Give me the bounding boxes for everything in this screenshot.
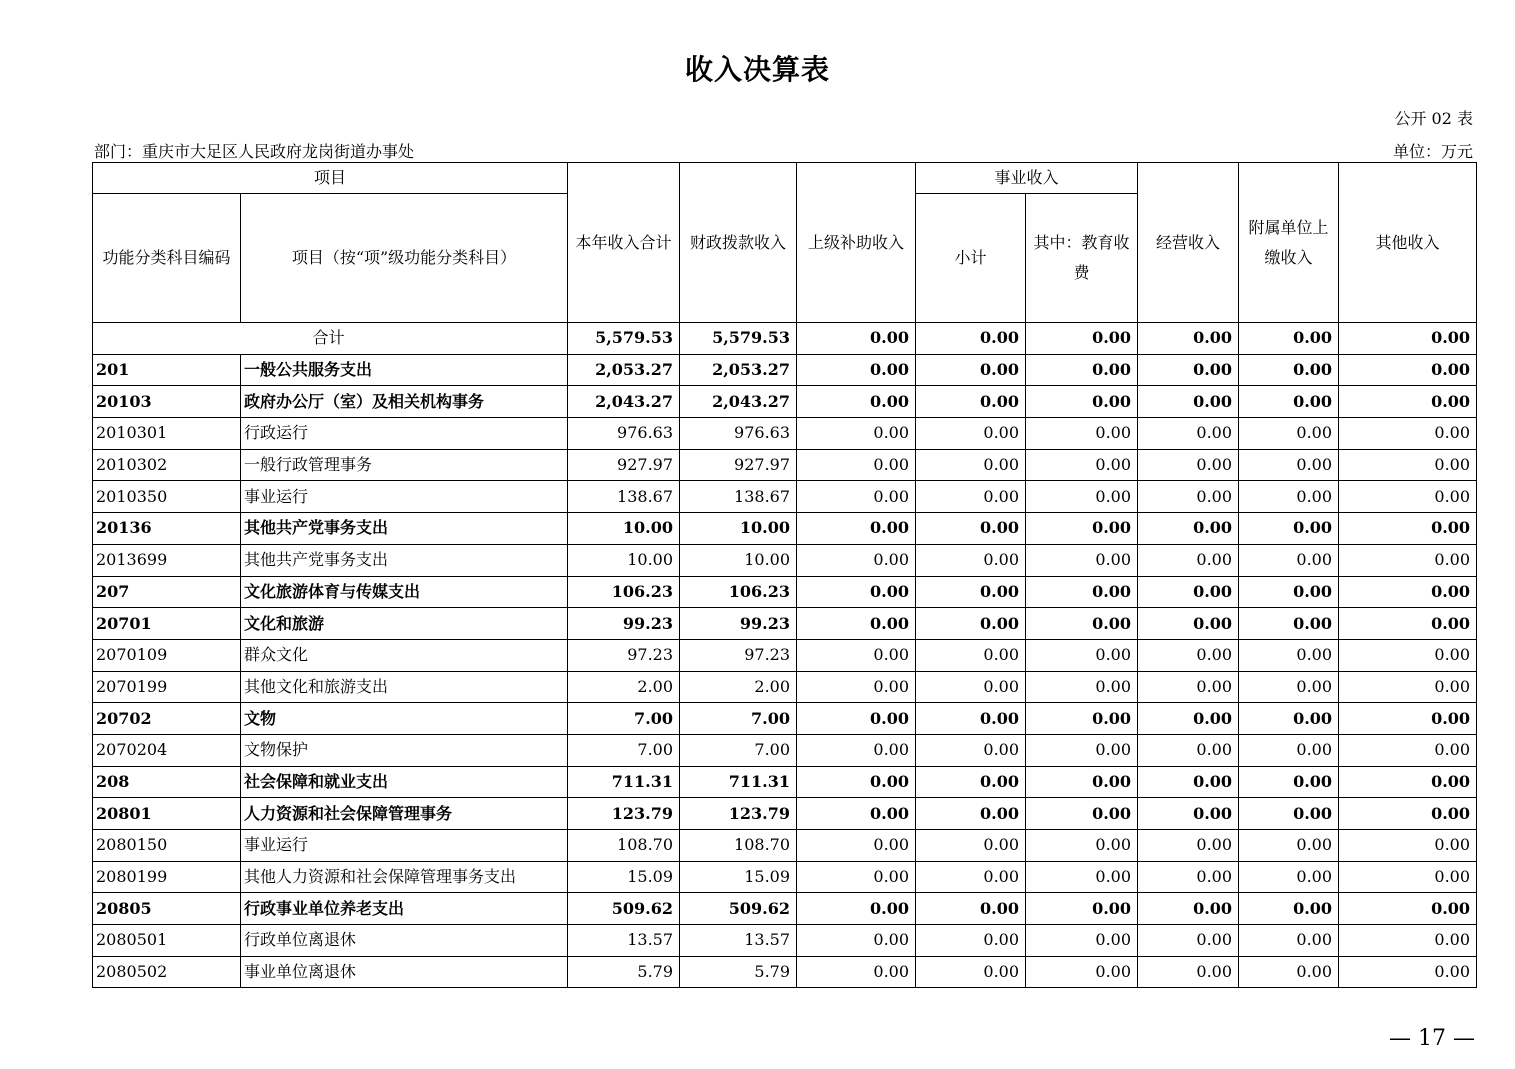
row-value: 0.00: [1339, 925, 1477, 957]
row-code: 20801: [93, 798, 241, 830]
row-value: 0.00: [1339, 893, 1477, 925]
row-name: 事业单位离退休: [241, 956, 568, 988]
row-name: 人力资源和社会保障管理事务: [241, 798, 568, 830]
row-value: 0.00: [1239, 576, 1339, 608]
row-value: 0.00: [1026, 576, 1138, 608]
row-value: 0.00: [916, 734, 1026, 766]
row-value: 976.63: [568, 418, 680, 450]
row-value: 13.57: [568, 925, 680, 957]
row-value: 97.23: [680, 639, 797, 671]
row-value: 0.00: [1138, 798, 1239, 830]
row-value: 97.23: [568, 639, 680, 671]
row-value: 0.00: [1138, 671, 1239, 703]
row-code: 2080150: [93, 830, 241, 862]
row-value: 10.00: [568, 544, 680, 576]
row-value: 0.00: [1239, 925, 1339, 957]
row-code: 207: [93, 576, 241, 608]
table-row: [93, 513, 1477, 545]
total-value: 0.00: [1138, 323, 1239, 355]
row-value: 0.00: [1339, 956, 1477, 988]
table-row: [93, 861, 1477, 893]
row-value: 106.23: [568, 576, 680, 608]
row-value: 0.00: [797, 481, 916, 513]
row-value: 0.00: [797, 830, 916, 862]
row-value: 99.23: [680, 608, 797, 640]
header-business-group: 事业收入: [916, 163, 1138, 194]
row-value: 0.00: [1026, 703, 1138, 735]
row-value: 927.97: [568, 449, 680, 481]
row-value: 0.00: [1239, 449, 1339, 481]
row-value: 99.23: [568, 608, 680, 640]
row-value: 0.00: [1138, 576, 1239, 608]
row-value: 509.62: [680, 893, 797, 925]
row-value: 0.00: [1339, 639, 1477, 671]
row-value: 5.79: [680, 956, 797, 988]
row-name: 行政单位离退休: [241, 925, 568, 957]
row-value: 0.00: [1339, 861, 1477, 893]
row-value: 0.00: [797, 893, 916, 925]
row-value: 0.00: [1026, 830, 1138, 862]
row-value: 7.00: [568, 703, 680, 735]
total-value: 0.00: [1026, 323, 1138, 355]
row-value: 2.00: [680, 671, 797, 703]
row-value: 0.00: [1339, 830, 1477, 862]
row-value: 0.00: [797, 608, 916, 640]
income-table: [92, 162, 1477, 988]
total-value: 5,579.53: [568, 323, 680, 355]
table-row: [93, 671, 1477, 703]
row-value: 0.00: [1026, 956, 1138, 988]
row-value: 0.00: [1239, 481, 1339, 513]
row-value: 0.00: [1138, 639, 1239, 671]
row-code: 2010350: [93, 481, 241, 513]
row-value: 15.09: [680, 861, 797, 893]
row-value: 0.00: [1138, 354, 1239, 386]
total-row: [93, 323, 1477, 355]
header-project-group: 项目: [93, 163, 568, 194]
row-value: 0.00: [1339, 671, 1477, 703]
row-value: 0.00: [1138, 703, 1239, 735]
row-value: 509.62: [568, 893, 680, 925]
row-name: 群众文化: [241, 639, 568, 671]
row-value: 927.97: [680, 449, 797, 481]
row-value: 0.00: [1339, 354, 1477, 386]
row-name: 文化旅游体育与传媒支出: [241, 576, 568, 608]
row-value: 0.00: [1138, 513, 1239, 545]
department-label: 部门：重庆市大足区人民政府龙岗街道办事处: [94, 142, 415, 161]
row-value: 0.00: [916, 671, 1026, 703]
header-total: 本年收入合计: [568, 163, 680, 323]
row-code: 2070109: [93, 639, 241, 671]
row-name: 行政事业单位养老支出: [241, 893, 568, 925]
row-value: 0.00: [1239, 798, 1339, 830]
row-value: 0.00: [1239, 734, 1339, 766]
row-value: 13.57: [680, 925, 797, 957]
row-value: 0.00: [916, 513, 1026, 545]
row-value: 0.00: [1026, 671, 1138, 703]
row-value: 0.00: [1239, 893, 1339, 925]
page-title: 收入决算表: [684, 53, 830, 86]
unit-label: 单位：万元: [1392, 142, 1473, 161]
row-value: 0.00: [1239, 703, 1339, 735]
row-value: 0.00: [1239, 513, 1339, 545]
row-value: 0.00: [1138, 386, 1239, 418]
row-value: 0.00: [1239, 608, 1339, 640]
row-value: 0.00: [1026, 354, 1138, 386]
row-value: 0.00: [1026, 734, 1138, 766]
row-value: 0.00: [1339, 513, 1477, 545]
table-row: [93, 576, 1477, 608]
row-code: 2080502: [93, 956, 241, 988]
total-value: 0.00: [1339, 323, 1477, 355]
header-subsidy: 上级补助收入: [797, 163, 916, 323]
row-value: 0.00: [797, 798, 916, 830]
table-row: [93, 766, 1477, 798]
row-value: 0.00: [1138, 418, 1239, 450]
row-value: 0.00: [1239, 418, 1339, 450]
row-value: 0.00: [1026, 608, 1138, 640]
row-value: 0.00: [916, 830, 1026, 862]
row-value: 15.09: [568, 861, 680, 893]
row-value: 0.00: [1239, 386, 1339, 418]
row-value: 2,043.27: [568, 386, 680, 418]
row-value: 0.00: [1339, 766, 1477, 798]
row-value: 0.00: [916, 798, 1026, 830]
table-row: [93, 418, 1477, 450]
row-value: 0.00: [1339, 386, 1477, 418]
table-row: [93, 544, 1477, 576]
row-value: 0.00: [797, 861, 916, 893]
row-value: 0.00: [1026, 481, 1138, 513]
row-value: 0.00: [1339, 449, 1477, 481]
table-row: [93, 608, 1477, 640]
row-code: 2010302: [93, 449, 241, 481]
row-value: 123.79: [568, 798, 680, 830]
row-value: 0.00: [1239, 766, 1339, 798]
row-value: 0.00: [916, 703, 1026, 735]
row-value: 0.00: [1239, 830, 1339, 862]
row-value: 7.00: [680, 734, 797, 766]
row-code: 2080501: [93, 925, 241, 957]
row-value: 106.23: [680, 576, 797, 608]
total-value: 0.00: [916, 323, 1026, 355]
total-value: 0.00: [1239, 323, 1339, 355]
row-value: 0.00: [916, 386, 1026, 418]
row-value: 0.00: [916, 481, 1026, 513]
row-value: 0.00: [797, 956, 916, 988]
row-value: 0.00: [916, 354, 1026, 386]
row-value: 0.00: [916, 925, 1026, 957]
row-value: 0.00: [797, 766, 916, 798]
row-name: 文物保护: [241, 734, 568, 766]
row-value: 0.00: [1138, 830, 1239, 862]
header-code: 功能分类科目编码: [93, 194, 241, 323]
table-row: [93, 354, 1477, 386]
row-value: 0.00: [1026, 513, 1138, 545]
row-value: 0.00: [916, 639, 1026, 671]
row-value: 0.00: [1339, 608, 1477, 640]
row-value: 0.00: [916, 766, 1026, 798]
row-value: 2.00: [568, 671, 680, 703]
row-value: 0.00: [797, 449, 916, 481]
row-value: 108.70: [680, 830, 797, 862]
form-number: 公开 02 表: [1394, 109, 1473, 128]
table-row: [93, 639, 1477, 671]
row-value: 0.00: [1138, 449, 1239, 481]
row-value: 0.00: [1026, 861, 1138, 893]
page-number: — 17 —: [1389, 1026, 1475, 1051]
row-value: 0.00: [916, 449, 1026, 481]
row-value: 711.31: [568, 766, 680, 798]
row-value: 0.00: [916, 608, 1026, 640]
row-code: 20103: [93, 386, 241, 418]
row-value: 2,043.27: [680, 386, 797, 418]
row-value: 10.00: [568, 513, 680, 545]
row-value: 0.00: [797, 925, 916, 957]
row-value: 0.00: [1339, 798, 1477, 830]
row-value: 0.00: [797, 544, 916, 576]
row-value: 5.79: [568, 956, 680, 988]
row-name: 一般行政管理事务: [241, 449, 568, 481]
row-value: 0.00: [1026, 798, 1138, 830]
header-fiscal: 财政拨款收入: [680, 163, 797, 323]
row-value: 0.00: [916, 956, 1026, 988]
table-row: [93, 449, 1477, 481]
row-name: 事业运行: [241, 481, 568, 513]
table-row: [93, 798, 1477, 830]
row-value: 0.00: [1138, 893, 1239, 925]
total-value: 0.00: [797, 323, 916, 355]
row-value: 0.00: [916, 893, 1026, 925]
row-value: 0.00: [916, 576, 1026, 608]
row-name: 其他共产党事务支出: [241, 544, 568, 576]
row-name: 其他文化和旅游支出: [241, 671, 568, 703]
total-label: 合计: [93, 323, 568, 355]
row-code: 201: [93, 354, 241, 386]
row-value: 0.00: [797, 513, 916, 545]
row-code: 2070204: [93, 734, 241, 766]
row-value: 138.67: [680, 481, 797, 513]
row-value: 0.00: [797, 418, 916, 450]
row-value: 0.00: [1026, 418, 1138, 450]
row-code: 2010301: [93, 418, 241, 450]
row-value: 711.31: [680, 766, 797, 798]
row-name: 文物: [241, 703, 568, 735]
row-code: 20701: [93, 608, 241, 640]
row-value: 0.00: [1339, 544, 1477, 576]
row-code: 2070199: [93, 671, 241, 703]
header-subtotal: 小计: [916, 194, 1026, 323]
row-name: 社会保障和就业支出: [241, 766, 568, 798]
row-value: 0.00: [1138, 861, 1239, 893]
row-value: 0.00: [1026, 893, 1138, 925]
header-operating: 经营收入: [1138, 163, 1239, 323]
row-value: 0.00: [1239, 671, 1339, 703]
row-value: 0.00: [1239, 544, 1339, 576]
row-value: 0.00: [1239, 956, 1339, 988]
row-value: 7.00: [568, 734, 680, 766]
row-value: 10.00: [680, 513, 797, 545]
table-row: [93, 386, 1477, 418]
row-value: 138.67: [568, 481, 680, 513]
header-name: 项目（按“项”级功能分类科目）: [241, 194, 568, 323]
row-value: 2,053.27: [568, 354, 680, 386]
row-name: 其他人力资源和社会保障管理事务支出: [241, 861, 568, 893]
row-value: 7.00: [680, 703, 797, 735]
row-value: 0.00: [1239, 639, 1339, 671]
table-row: [93, 893, 1477, 925]
row-value: 0.00: [1026, 544, 1138, 576]
row-value: 0.00: [797, 639, 916, 671]
row-value: 0.00: [1138, 608, 1239, 640]
row-value: 0.00: [1026, 449, 1138, 481]
row-value: 0.00: [916, 861, 1026, 893]
row-value: 0.00: [1138, 481, 1239, 513]
table-row: [93, 956, 1477, 988]
row-value: 0.00: [1138, 925, 1239, 957]
header-education: 其中：教育收费: [1026, 194, 1138, 323]
row-name: 其他共产党事务支出: [241, 513, 568, 545]
row-value: 0.00: [1138, 734, 1239, 766]
row-code: 2080199: [93, 861, 241, 893]
row-value: 0.00: [797, 354, 916, 386]
row-value: 0.00: [797, 734, 916, 766]
row-value: 0.00: [916, 418, 1026, 450]
row-name: 文化和旅游: [241, 608, 568, 640]
table-row: [93, 481, 1477, 513]
row-value: 0.00: [1138, 956, 1239, 988]
row-name: 事业运行: [241, 830, 568, 862]
row-value: 108.70: [568, 830, 680, 862]
row-value: 0.00: [1339, 481, 1477, 513]
row-value: 0.00: [797, 671, 916, 703]
header-other: 其他收入: [1339, 163, 1477, 323]
row-name: 政府办公厅（室）及相关机构事务: [241, 386, 568, 418]
row-value: 0.00: [916, 544, 1026, 576]
row-value: 0.00: [797, 703, 916, 735]
row-value: 0.00: [1026, 925, 1138, 957]
row-value: 0.00: [1339, 703, 1477, 735]
row-value: 0.00: [1339, 418, 1477, 450]
row-code: 20805: [93, 893, 241, 925]
row-value: 0.00: [1339, 576, 1477, 608]
row-value: 0.00: [1339, 734, 1477, 766]
table-row: [93, 734, 1477, 766]
table-row: [93, 830, 1477, 862]
row-code: 2013699: [93, 544, 241, 576]
row-value: 0.00: [1239, 354, 1339, 386]
row-value: 0.00: [1026, 766, 1138, 798]
row-name: 一般公共服务支出: [241, 354, 568, 386]
row-code: 20702: [93, 703, 241, 735]
row-value: 10.00: [680, 544, 797, 576]
row-value: 0.00: [797, 576, 916, 608]
header-affiliated: 附属单位上缴收入: [1239, 163, 1339, 323]
row-value: 976.63: [680, 418, 797, 450]
row-value: 0.00: [1138, 544, 1239, 576]
row-value: 0.00: [797, 386, 916, 418]
total-value: 5,579.53: [680, 323, 797, 355]
row-value: 123.79: [680, 798, 797, 830]
row-value: 0.00: [1138, 766, 1239, 798]
row-value: 2,053.27: [680, 354, 797, 386]
row-name: 行政运行: [241, 418, 568, 450]
table-row: [93, 703, 1477, 735]
row-value: 0.00: [1239, 861, 1339, 893]
row-code: 20136: [93, 513, 241, 545]
row-code: 208: [93, 766, 241, 798]
row-value: 0.00: [1026, 386, 1138, 418]
table-row: [93, 925, 1477, 957]
row-value: 0.00: [1026, 639, 1138, 671]
